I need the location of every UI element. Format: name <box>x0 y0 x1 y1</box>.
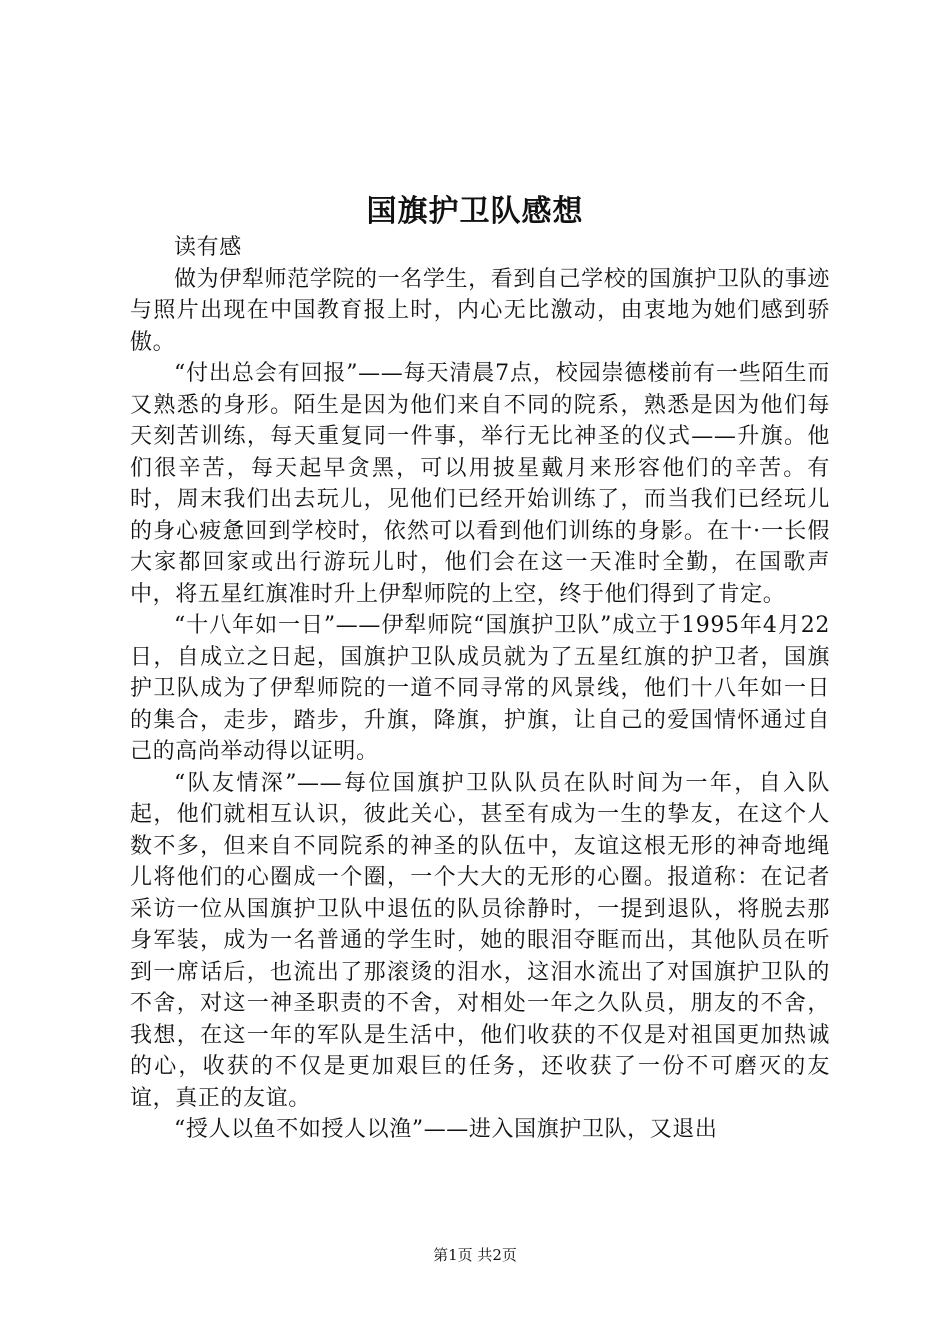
document-body <box>130 232 830 1146</box>
paragraph-5: “授人以鱼不如授人以渔”——进入国旗护卫队，又退出 <box>174 1117 718 1142</box>
paragraph-2: “付出总会有回报”——每天清晨7点，校园崇德楼前有一些陌生而又熟悉的身形。陌生是因为他们来自不同的院系，熟悉是因为他们每天刻苦训练，每天重复同一件事，举行无比神圣的仪式——升旗。他们很辛苦，每天起早贪黑，可以用披星戴月来形容他们的辛苦。有时，周末我们出去玩儿，见他们已经开始训练了，而当我们已经玩儿的身心疲惫回到学校时，依然可以看到他们训练的身影。在十·一长假大家都回家或出行游玩儿时，他们会在这一天准时全勤，在国歌声中，将五星红旗准时升上伊犁师院的上空，终于他们得到了肯定。 <box>130 361 830 607</box>
paragraph-1: 做为伊犁师范学院的一名学生，看到自己学校的国旗护卫队的事迹与照片出现在中国教育报上时，内心无比激动，由衷地为她们感到骄傲。 <box>130 266 830 355</box>
document-title: 国旗护卫队感想 <box>366 194 584 229</box>
paragraph-3: “十八年如一日”——伊犁师院“国旗护卫队”成立于1995年4月22日，自成立之日起，国旗护卫队成员就为了五星红旗的护卫者，国旗护卫队成为了伊犁师院的一道不同寻常的风景线，他们十八年如一日的集合，走步，踏步，升旗，降旗，护旗，让自己的爱国情怀通过自己的高尚举动得以证明。 <box>130 613 830 764</box>
paragraph-intro: 读有感 <box>174 235 242 260</box>
page-footer: 第1页 共2页 <box>433 1246 517 1264</box>
paragraph-4: “队友情深”——每位国旗护卫队队员在队时间为一年，自入队起，他们就相互认识，彼此关心，甚至有成为一生的挚友，在这个人数不多，但来自不同院系的神圣的队伍中，友谊这根无形的神奇地绳儿将他们的心圈成一个圈，一个大大的无形的心圈。报道称：在记者采访一位从国旗护卫队中退伍的队员徐静时，一提到退队，将脱去那身军装，成为一名普通的学生时，她的眼泪夺眶而出，其他队员在听到一席话后，也流出了那滚烫的泪水，这泪水流出了对国旗护卫队的不舍，对这一神圣职责的不舍，对相处一年之久队员，朋友的不舍，我想，在这一年的军队是生活中，他们收获的不仅是对祖国更加热诚的心，收获的不仅是更加艰巨的任务，还收获了一份不可磨灭的友谊，真正的友谊。 <box>130 770 830 1111</box>
